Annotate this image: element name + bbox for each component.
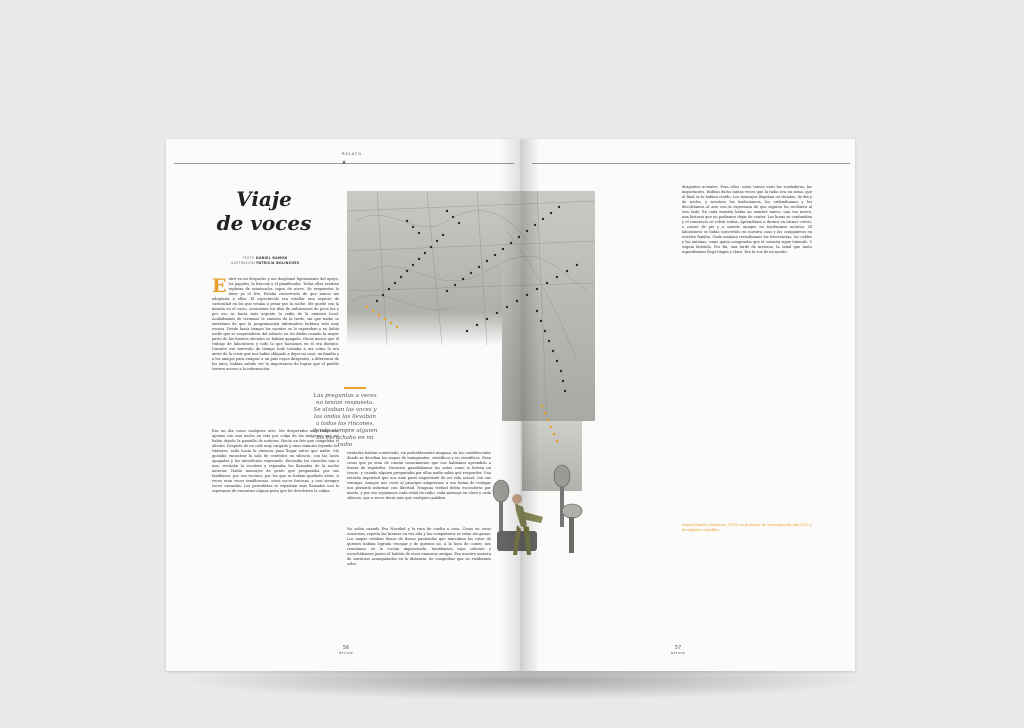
page-number-right: 57: [674, 645, 682, 651]
caption-author-bio: (Valencia, 1959) es profesor de investigación del CSIC y divulgador científico.: [682, 523, 812, 533]
section-label: RELATO: [342, 151, 362, 156]
ornament-icon: ❦: [342, 159, 347, 166]
map-background: [347, 191, 595, 491]
page-number-left: 56: [342, 645, 350, 651]
folio-right: [648, 645, 708, 655]
pull-quote: Las preguntas a veces no tenían respuesta. Se alzaban las voces y las ondas las llevaban a todos los rincones, donde siempre alguien las escuchaba en mi radio: [312, 393, 378, 448]
magazine-name-right: MÈTODE: [670, 651, 686, 655]
dropcap: E: [212, 277, 227, 297]
body-column-2: [212, 429, 339, 671]
author-caption: [682, 523, 812, 545]
credit-illus-name: PATRICIA BOLINCHES: [256, 261, 300, 265]
magazine-name-left: MÈTODE: [338, 651, 354, 655]
title-line-2: de voces: [216, 211, 312, 235]
body-text-4: No sabía cuando Eva Navidad y la ruta de vuelta a casa. Como en otras ocasiones, repetía las bromas en voz alta y los compañeros se reían sin ganas. Los mapas estaban llenos de líneas punteadas que marcaban las rutas de quienes habían logrado escapar y de quienes no. A la hora de comer, nos reuníamos en la cocina improvisada, tomábamos sopa caliente y escuchábamos juntos el boletín de otras emisoras amigas. Era nuestra manera de sentirnos acompañados en la distancia, de comprobar que no estábamos solos.: [347, 527, 491, 567]
title-line-1: Viaje: [236, 187, 292, 211]
credit-text-label: TEXTO: [242, 256, 255, 260]
body-text-1: ntré en mi despacho y me desplomé ligeramente del apoyo, los papeles, la báscula y el planificador. Todas ellas estaban repletas de minúsculos copos de nieve. Se respuestas lo tiene ya el frío. Estaba conservado de que nunca me adaptaría a ellos. El espectáculo era estallar una especie de curiosidad en los que venían a pesar por la noche. Me quedé con la mirada en el vacío, consciente los días de nubarrones de poca luz y por eso se hacía más urgente la radio de la emisora local. Acabábamos de terminar la emisión de la tarde, sin que nadie se extrañara de que la programación informativa hubiera sido muy escasa. Desde hacía tiempo los oyentes se lo esperaban y no había nadie que se sorprendiera del silencio en los diales cuando la mayor parte de las fuentes oficiales se habían apagado. Hacía meses que el trabajo de laboratorio y todo lo que hacíamos en él era distinto. Durante ese intervalo de tiempo todo tornaba a ser como lo era antes de la crisis que nos había obligado a dejar mi casa, mi familia y a los amigos para emigrar a un país cuyos dirigentes, a diferencia de los míos, habían sabido ver la importancia de lograr que el pueblo tuviera acceso a la información.: [212, 277, 339, 372]
article-title: [204, 187, 324, 235]
credit-illus-label: ILUSTRACIÓN: [230, 261, 255, 265]
caption-author-name: Daniel Ramón: [682, 523, 708, 527]
credit-text-name: DANIEL RAMÓN: [256, 256, 288, 260]
header-rule-right: [532, 163, 850, 164]
body-text-3: rividades habían contestado, sin probablemente ninguna, en los confidenciales donde se decidían los mapas de inmigrantes, científicos y no científicos. Eran cosas que ya eran de común conocimiento que nos habíamos aprendido a fuerza de repetirlas. Nosotros guardábamos las notas como si fueran un tesoro, y cuando alguien preguntaba por ellas nadie sabía qué responder. Una extraña inquietud que nos unía parte importante de mi vida actual, con sus ventajas. Aunque nos costó al principio adaptarnos a esa forma de trabajar nos permitió informar con libertad. Ninguna verdad debía esconderse por miedo, y por eso seguíamos cada señal de radio, cada mensaje en clave y cada silencio, que a veces decía más que cualquier palabra.: [347, 451, 491, 501]
spread-illustration: [347, 191, 595, 670]
text-credit: [206, 256, 324, 260]
illustration-credit: [206, 261, 324, 265]
body-text-5: dirigentes actuales. Para ellos, estas tareas eran las verdaderas, las importantes. Habían dicho tantas veces que la radio era un arma, que al final se lo habían creído. Los mensajes llegaban en oleadas, de día y de noche, y nosotros los traducíamos, los ordenábamos y los devolvíamos al aire con la esperanza de que alguien los recibiera al otro lado. En cada emisión había un nombre nuevo, una voz nueva, una historia que no podíamos dejar de contar. Las horas se confundían y el cansancio se volvía rutina. Aprendimos a dormir en turnos cortos, a comer de pie y a sonreír aunque no tuviéramos motivos. El laboratorio se había convertido en nuestra casa y los compañeros en nuestra familia. Cada mañana revisábamos las frecuencias, los cables y las antenas, como quien comprueba que el corazón sigue latiendo. Y seguía latiendo. Por fin, una tarde de invierno, la señal que tanto esperábamos llegó limpia y clara. Era la voz de mi madre.: [682, 185, 812, 255]
body-text-2: Era un día como cualquier otro. Me despertaba muy temprano, apenas con una noche en vela por culpa de las imágenes que me había dejado la pantalla de noticias. Hacía un frío que congelaba el aliento. Después de un café muy cargado y unos minutos leyendo los titulares, salía hacia la emisora para llegar antes que nadie. Me gustaba encontrar la sala de controles en silencio, con las luces apagadas y los micrófonos esperando. Encendía las consolas una a una, revisaba la escaleta y repasaba las llamadas de la noche anterior. Había mensajes de gente que preguntaba por sus familiares, por sus vecinos, por los que se habían quedado atrás. A veces eran voces temblorosas, otras voces furiosas, y casi siempre voces cansadas. Los periodistas se repartían esas llamadas con la esperanza de encontrar alguna pista que les devolviera la calma.: [212, 429, 339, 494]
